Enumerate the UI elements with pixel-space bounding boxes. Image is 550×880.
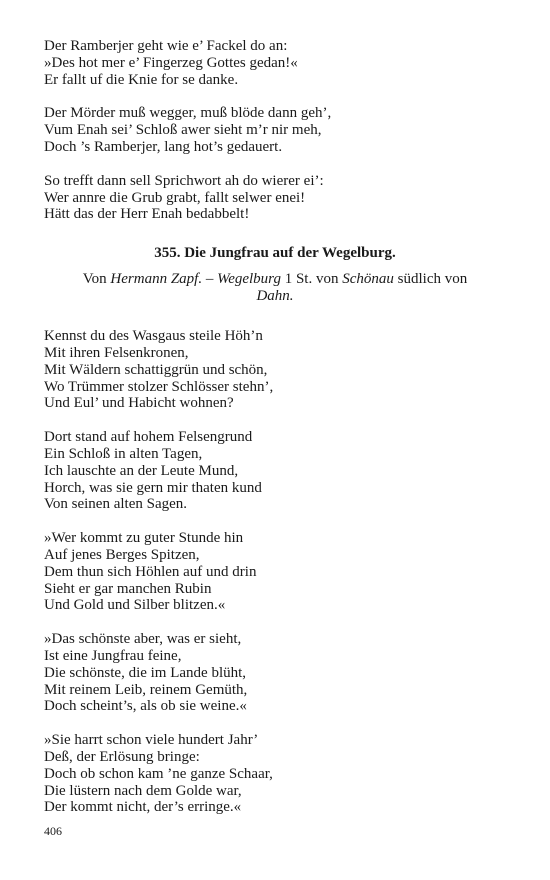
verse-line: »Wer kommt zu guter Stunde hin (44, 530, 244, 547)
stanza (44, 530, 506, 614)
verse-line: Und Gold und Silber blitzen.« (44, 597, 226, 614)
verse-line: Wer annre die Grub grabt, fallt selwer enei! (44, 189, 306, 206)
verse-line: Die lüstern nach dem Golde war, (44, 782, 242, 799)
page-number: 406 (44, 824, 62, 838)
subtitle-text: 1 St. von (280, 271, 343, 288)
verse-line: Doch ob schon kam ’ne ganze Schaar, (44, 765, 273, 782)
verse-line: Deß, der Erlösung bringe: (44, 748, 200, 765)
section-title: 355. Die Jungfrau auf der Wegelburg. (154, 245, 396, 262)
stanza (44, 328, 506, 412)
verse-line: »Sie harrt schon viele hundert Jahr’ (44, 732, 259, 749)
subtitle-text: – (202, 271, 218, 288)
verse-line: Horch, was sie gern mir thaten kund (44, 479, 262, 496)
verse-line: Der kommt nicht, der’s erringe.« (44, 799, 242, 816)
verse-line: Der Ramberjer geht wie e’ Fackel do an: (44, 38, 288, 54)
subtitle-text: südlich von (393, 271, 468, 288)
stanza (44, 105, 506, 155)
stanza (44, 732, 506, 816)
verse-line: Dort stand auf hohem Felsengrund (44, 429, 253, 446)
subtitle-place: Schönau (342, 271, 394, 288)
verse-line: Vum Enah sei’ Schloß awer sieht m’r nir meh, (44, 122, 322, 139)
subtitle-place: Dahn. (256, 288, 294, 305)
verse-line: Und Eul’ und Habicht wohnen? (44, 395, 234, 412)
verse-line: Ein Schloß in alten Tagen, (44, 445, 203, 462)
stanza (44, 429, 506, 513)
verse-line: »Des hot mer e’ Fingerzeg Gottes gedan!« (44, 54, 298, 71)
verse-line: Dem thun sich Höhlen auf und drin (44, 563, 257, 580)
verse-line: Die schönste, die im Lande blüht, (44, 664, 247, 681)
verse-line: »Das schönste aber, was er sieht, (44, 631, 242, 648)
stanza (44, 38, 506, 88)
verse-line: Der Mörder muß wegger, muß blöde dann geh’, (44, 105, 332, 122)
verse-line: Kennst du des Wasgaus steile Höh’n (44, 328, 263, 345)
verse-line: Ist eine Jungfrau feine, (44, 647, 182, 664)
page-body (44, 38, 506, 816)
subtitle-place: Wegelburg (217, 271, 281, 288)
verse-line: Wo Trümmer stolzer Schlösser stehn’, (44, 378, 274, 395)
verse-line: Er fallt uf die Knie for se danke. (44, 71, 239, 88)
verse-line: Auf jenes Berges Spitzen, (44, 546, 200, 563)
verse-line: Sieht er gar manchen Rubin (44, 580, 212, 597)
stanza (44, 173, 506, 223)
verse-line: Mit Wäldern schattiggrün und schön, (44, 361, 268, 378)
verse-line: Hätt das der Herr Enah bedabbelt! (44, 206, 250, 223)
verse-line: Ich lauschte an der Leute Mund, (44, 462, 239, 479)
verse-line: Doch scheint’s, als ob sie weine.« (44, 698, 247, 715)
section-subtitle (44, 271, 506, 305)
verse-line: Mit reinem Leib, reinem Gemüth, (44, 681, 248, 698)
verse-line: Von seinen alten Sagen. (44, 496, 188, 513)
stanza (44, 631, 506, 715)
verse-line: So trefft dann sell Sprichwort ah do wierer ei’: (44, 172, 324, 189)
verse-line: Mit ihren Felsenkronen, (44, 344, 189, 361)
verse-line: Doch ’s Ramberjer, lang hot’s gedauert. (44, 138, 283, 155)
subtitle-text: Von (82, 271, 111, 288)
subtitle-author: Hermann Zapf. (110, 271, 203, 288)
